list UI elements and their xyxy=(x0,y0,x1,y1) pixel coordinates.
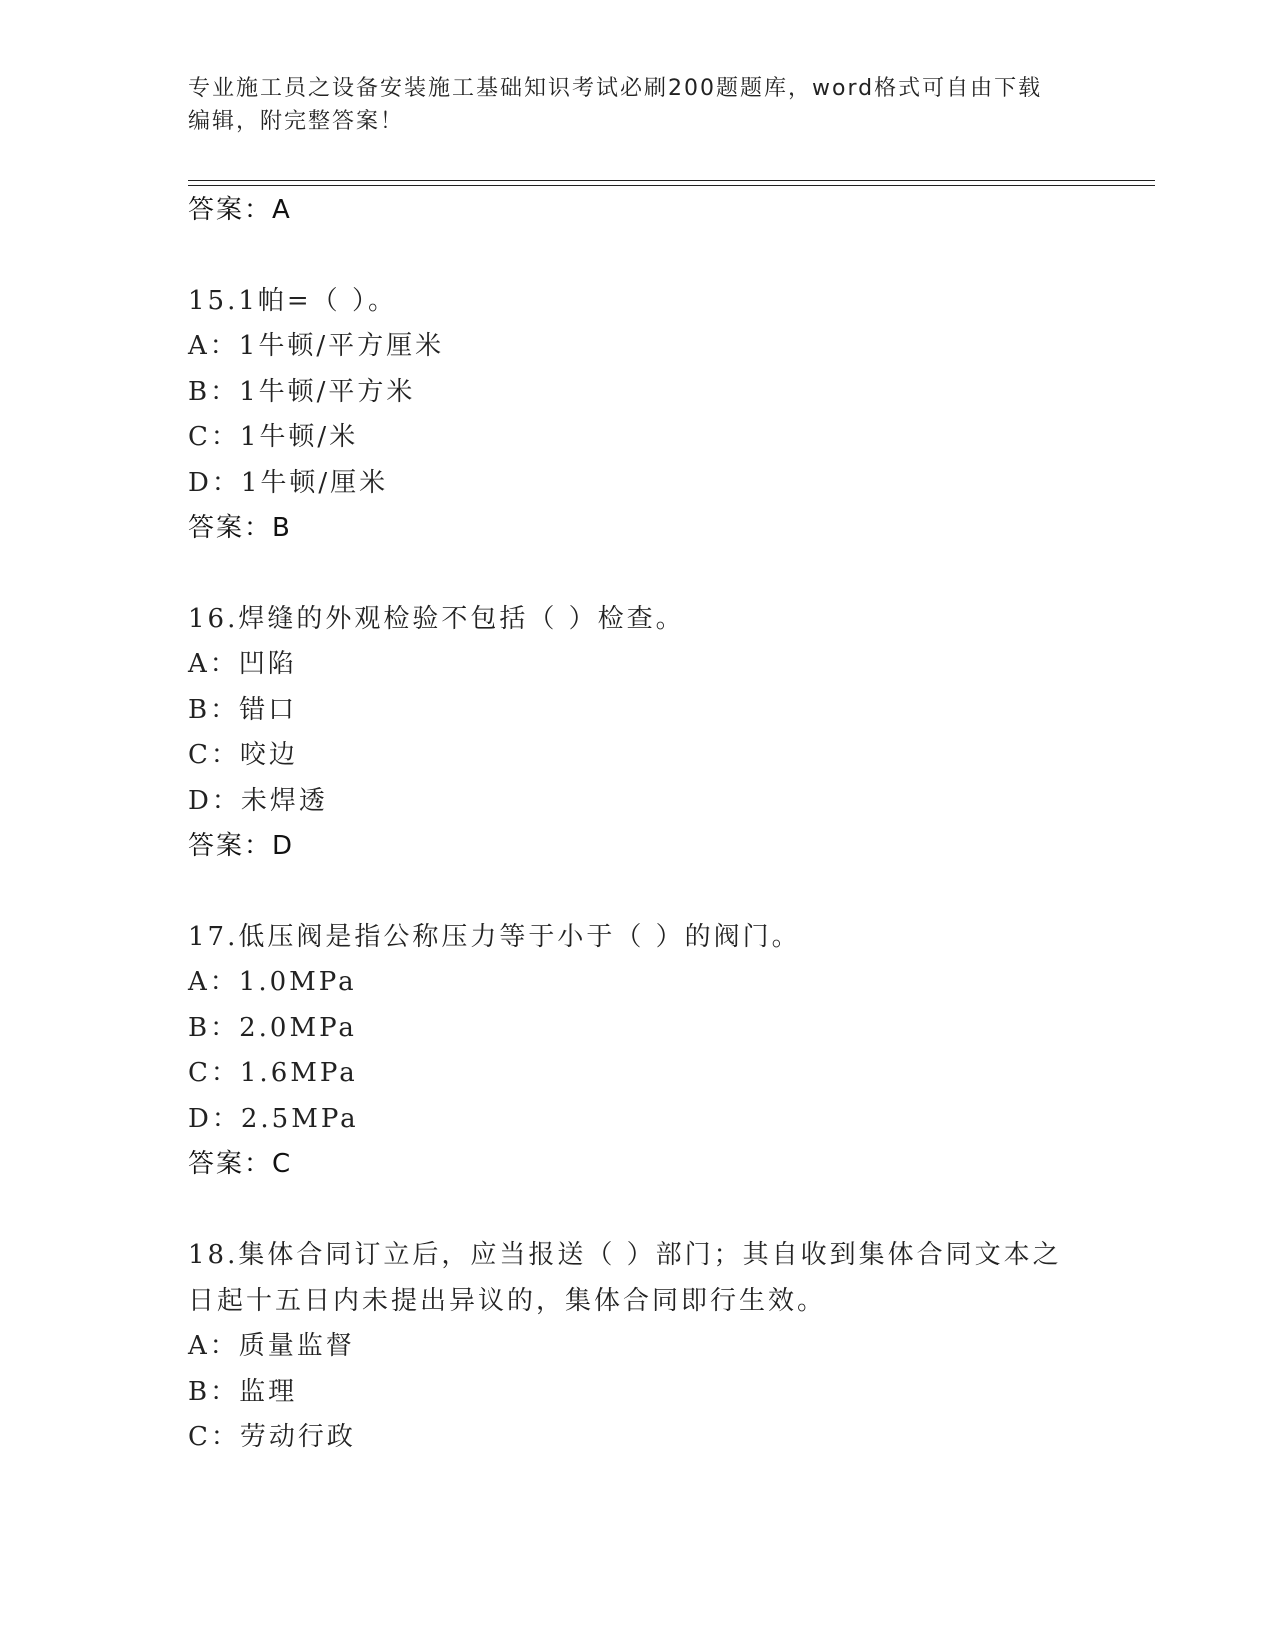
option-c: C：劳动行政 xyxy=(188,1422,356,1452)
question-text: 15.1帕=（ ）。 xyxy=(188,286,397,316)
option-d: D：2.5MPa xyxy=(188,1103,359,1134)
option-c: C：咬边 xyxy=(188,740,298,770)
option-a: A：凹陷 xyxy=(188,649,297,679)
answer-line: 答案：A xyxy=(188,195,292,225)
question-16 xyxy=(188,596,1088,869)
question-text: 16.焊缝的外观检验不包括（ ）检查。 xyxy=(188,604,685,634)
option-a: A：1牛顿/平方厘米 xyxy=(188,331,445,361)
question-15 xyxy=(188,278,1088,551)
option-d: D：1牛顿/厘米 xyxy=(188,467,389,498)
question-list xyxy=(188,188,1088,1461)
answer-line: 答案：B xyxy=(188,513,292,543)
option-b: B：1牛顿/平方米 xyxy=(188,376,416,407)
header-divider-bottom xyxy=(188,185,1155,186)
option-b: B：错口 xyxy=(188,694,298,725)
option-b: B：2.0MPa xyxy=(188,1012,357,1043)
question-18 xyxy=(188,1232,1088,1461)
question-text: 17.低压阀是指公称压力等于小于（ ）的阀门。 xyxy=(188,922,801,952)
option-d: D：未焊透 xyxy=(188,785,328,816)
header-line-1: 专业施工员之设备安装施工基础知识考试必刷200题题库，word格式可自由下载 xyxy=(188,76,1043,101)
header-line-2: 编辑，附完整答案！ xyxy=(188,109,405,134)
question-17 xyxy=(188,914,1088,1187)
option-a: A：1.0MPa xyxy=(188,967,357,997)
document-header xyxy=(188,72,1088,138)
option-a: A：质量监督 xyxy=(188,1331,355,1361)
answer-line: 答案：C xyxy=(188,1149,293,1179)
option-c: C：1.6MPa xyxy=(188,1058,358,1088)
answer-line: 答案：D xyxy=(188,831,295,861)
option-c: C：1牛顿/米 xyxy=(188,422,359,452)
question-text-line-2: 日起十五日内未提出异议的，集体合同即行生效。 xyxy=(188,1286,827,1316)
header-divider-top xyxy=(188,180,1155,181)
question-text-line-1: 18.集体合同订立后，应当报送（ ）部门；其自收到集体合同文本之 xyxy=(188,1240,1062,1270)
option-b: B：监理 xyxy=(188,1376,298,1407)
